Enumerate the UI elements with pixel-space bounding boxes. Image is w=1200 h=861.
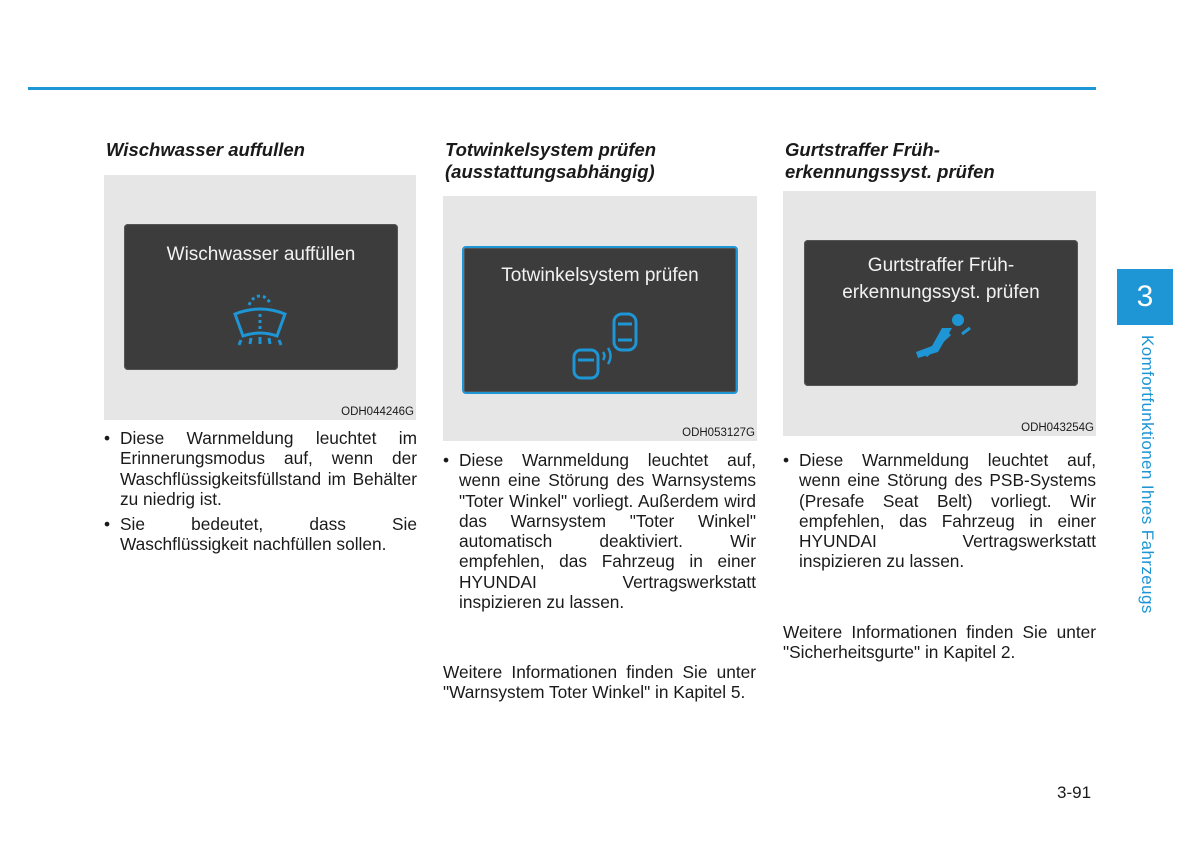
section-heading: [785, 139, 995, 183]
screen-line: erkennungssyst. prüfen: [842, 282, 1040, 303]
reference-note: Weitere Informationen finden Sie unter "Warnsystem Toter Winkel" in Kapitel 5.: [443, 662, 756, 703]
bullet-item: • Sie bedeutet, dass Sie Waschflüssigkeit nachfüllen sollen.: [104, 514, 417, 555]
screen-line: Totwinkelsystem prüfen: [501, 265, 699, 286]
washer-fluid-icon: [227, 292, 293, 348]
section-heading: [106, 139, 305, 161]
section-heading: [445, 139, 656, 183]
screen-line: Wischwasser auffüllen: [166, 244, 356, 265]
reference-note: Weitere Informationen finden Sie unter "Sicherheitsgurte" in Kapitel 2.: [783, 622, 1096, 663]
figure: [104, 175, 416, 420]
chapter-title: Komfortfunktionen Ihres Fahrzeugs: [1138, 335, 1157, 614]
figure: [783, 191, 1096, 436]
top-rule: [28, 87, 1096, 90]
cluster-screen: [124, 224, 398, 370]
heading-line: erkennungssyst. prüfen: [785, 161, 995, 182]
bullet-item: • Diese Warnmeldung leuchtet im Erinnerungsmodus auf, wenn der Waschflüssigkeitsfüllstand im Behälter zu niedrig ist.: [104, 428, 417, 509]
page-number: 3-91: [1057, 783, 1092, 802]
cluster-screen: [462, 246, 738, 394]
blind-spot-cars-icon: [570, 310, 646, 384]
heading-line: (ausstattungsabhängig): [445, 161, 655, 182]
heading-line: Totwinkelsystem prüfen: [445, 139, 657, 160]
screen-message: [804, 252, 1078, 306]
image-code: ODH044246G: [341, 406, 414, 418]
figure: [443, 196, 757, 441]
bullet-item: • Diese Warnmeldung leuchtet auf, wenn eine Störung des PSB-Systems (Presafe Seat Belt) vorliegt. Wir empfehlen, das Fahrzeug in einer HYUNDAI Vertragswerkstatt inspizieren zu lassen.: [783, 450, 1096, 572]
heading-line: Gurtstraffer Früh-: [785, 139, 940, 160]
seatbelt-pretensioner-icon: [912, 312, 974, 366]
heading-line: Wischwasser auffullen: [106, 139, 305, 160]
chapter-tab: 3: [1117, 269, 1173, 325]
screen-line: Gurtstraffer Früh-: [867, 255, 1015, 276]
image-code: ODH043254G: [1021, 422, 1094, 434]
screen-message: [464, 262, 736, 289]
cluster-screen: [804, 240, 1078, 386]
image-code: ODH053127G: [682, 427, 755, 439]
bullet-item: • Diese Warnmeldung leuchtet auf, wenn eine Störung des Warnsystems "Toter Winkel" vorliegt. Außerdem wird das Warnsystem "Toter Winkel" automatisch deaktiviert. Wir empfehlen, das Fahrzeug in einer HYUNDAI Vertragswerkstatt inspizieren zu lassen.: [443, 450, 756, 612]
screen-message: [124, 241, 398, 268]
